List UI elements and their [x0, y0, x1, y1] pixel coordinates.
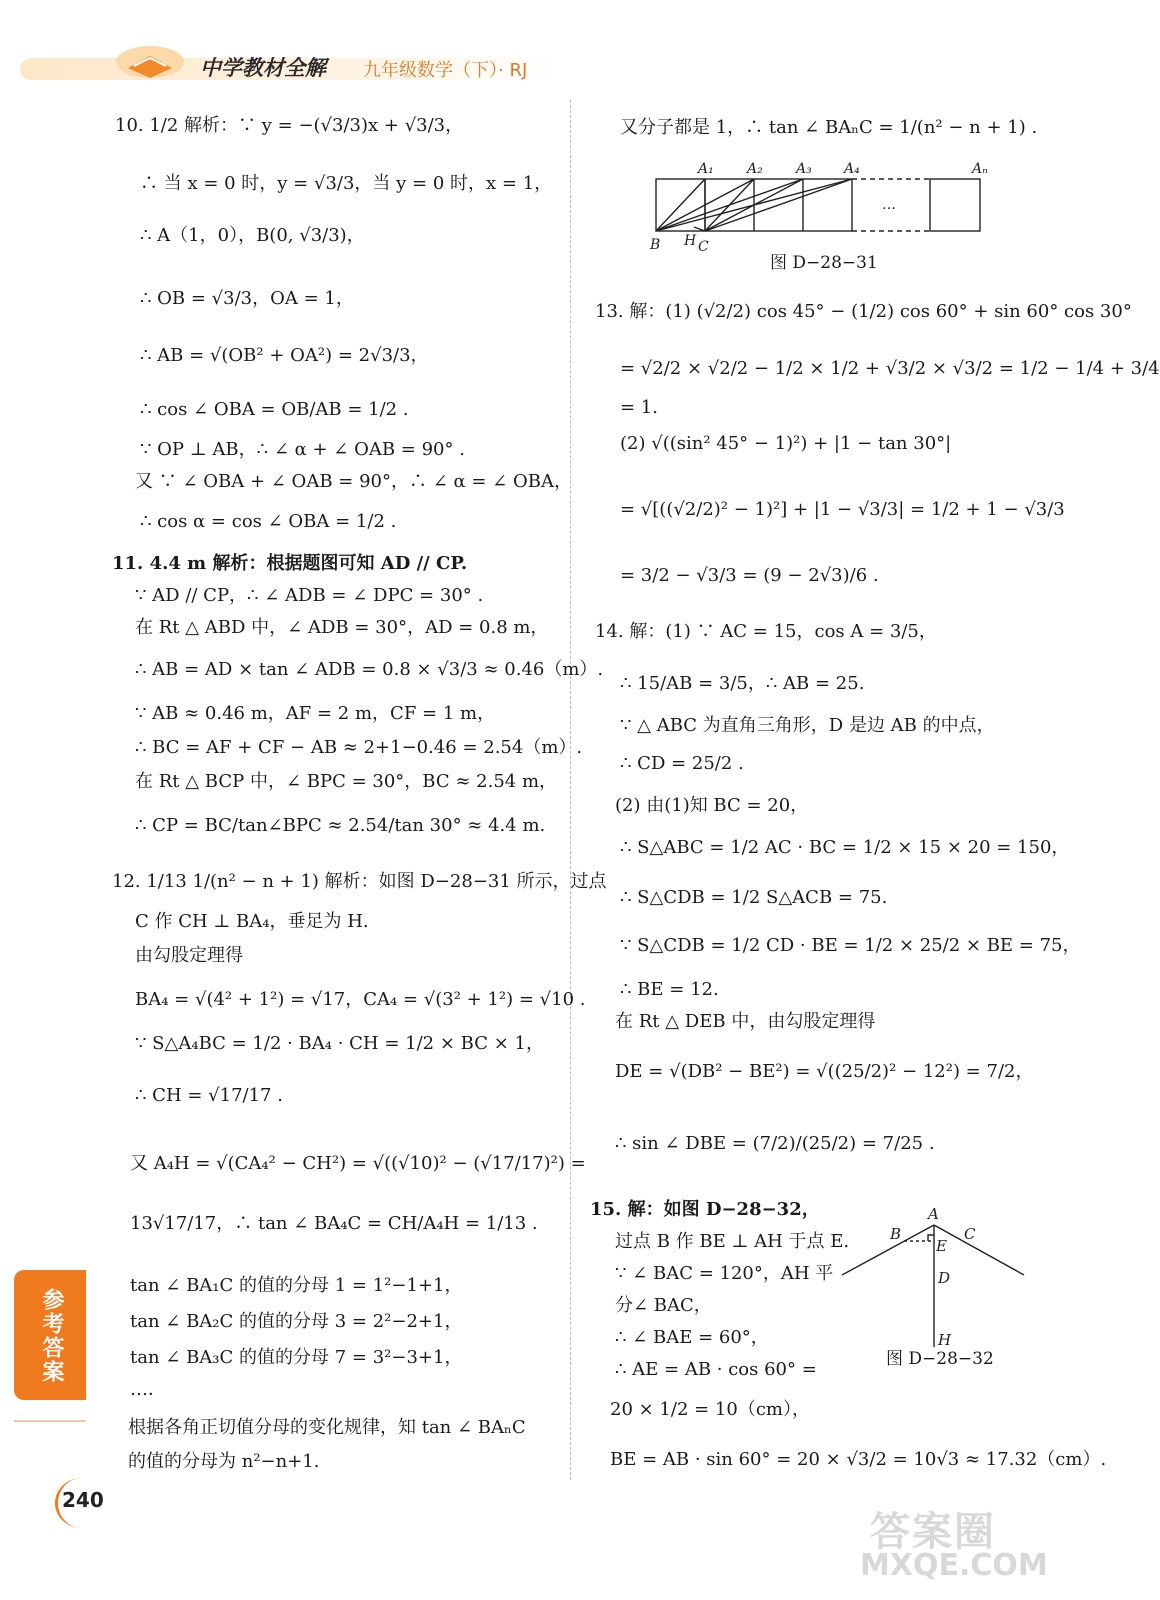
q10-line: ∴ A（1，0），B(0, √3/3)，	[140, 225, 365, 246]
q10-line: ∵ OP ⊥ AB，∴ ∠ α + ∠ OAB = 90° .	[140, 439, 465, 460]
label-b: B	[890, 1225, 902, 1243]
q14-line: 14. 解：(1) ∵ AC = 15，cos A = 3/5，	[595, 621, 937, 642]
figure-caption: 图 D−28−32	[886, 1349, 994, 1369]
book-title: 中学教材全解	[200, 56, 326, 80]
label-d: D	[938, 1269, 951, 1287]
q14-line: ∴ S△CDB = 1/2 S△ACB = 75.	[620, 887, 888, 908]
q14-line: 在 Rt △ DEB 中，由勾股定理得	[615, 1011, 876, 1032]
q13-line: = √[((√2/2)² − 1)²] + |1 − √3/3| = 1/2 + 1 − √3/3	[620, 499, 1065, 520]
label-c: C	[964, 1225, 976, 1243]
q12-line: tan ∠ BA₂C 的值的分母 3 = 2²−2+1，	[130, 1311, 463, 1332]
q13-line: = 3/2 − √3/3 = (9 − 2√3)/6 .	[620, 565, 879, 586]
q15-line: 20 × 1/2 = 10（cm），	[610, 1399, 810, 1420]
page-number: 240	[62, 1488, 104, 1512]
q12-line: tan ∠ BA₁C 的值的分母 1 = 1²−1+1，	[130, 1275, 463, 1296]
q12-line: …．	[130, 1379, 166, 1400]
q11-line: ∵ AD // CP，∴ ∠ ADB = ∠ DPC = 30° .	[135, 585, 484, 606]
label-a: A	[928, 1205, 939, 1223]
q12-line: ∴ CH = √17/17 .	[135, 1085, 283, 1106]
q11-line: 在 Rt △ BCP 中，∠ BPC = 30°，BC ≈ 2.54 m，	[135, 771, 558, 792]
q13-line: = √2/2 × √2/2 − 1/2 × 1/2 + √3/2 × √3/2 = 1/2 − 1/4 + 3/4	[620, 358, 1160, 379]
q15-line: ∵ ∠ BAC = 120°，AH 平	[615, 1263, 834, 1284]
label-c: C	[698, 239, 709, 255]
q11-line: ∴ BC = AF + CF − AB ≈ 2+1−0.46 = 2.54（m）.	[135, 737, 583, 758]
q13-line: (2) √((sin² 45° − 1)²) + |1 − tan 30°|	[620, 433, 952, 454]
q12-conclusion: 又分子都是 1，∴ tan ∠ BAₙC = 1/(n² − n + 1) .	[620, 117, 1038, 138]
q12-line: ∵ S△A₄BC = 1/2 · BA₄ · CH = 1/2 × BC × 1，	[135, 1033, 544, 1054]
right-column	[580, 105, 1160, 1485]
q14-line: ∴ BE = 12.	[620, 979, 719, 1000]
book-logo-icon	[110, 38, 190, 82]
q11-line: ∴ CP = BC/tan∠BPC ≈ 2.54/tan 30° ≈ 4.4 m.	[135, 815, 546, 836]
figure-caption: 图 D−28−31	[770, 253, 878, 273]
q11-line: 在 Rt △ ABD 中，∠ ADB = 30°，AD = 0.8 m，	[135, 617, 549, 638]
q15-line: ∴ AE = AB · cos 60° =	[615, 1359, 817, 1380]
label-h: H	[938, 1331, 952, 1349]
q12-line: BA₄ = √(4² + 1²) = √17，CA₄ = √(3² + 1²) = √10 .	[135, 989, 586, 1010]
answer-section-tab	[14, 1270, 86, 1400]
q14-line: ∴ 15/AB = 3/5，∴ AB = 25.	[620, 673, 865, 694]
sidebar-rule	[14, 1420, 86, 1422]
label-ellipsis: …	[882, 197, 896, 213]
q14-line: (2) 由(1)知 BC = 20，	[615, 795, 809, 816]
q14-line: ∵ S△CDB = 1/2 CD · BE = 1/2 × 25/2 × BE = 75，	[620, 935, 1081, 956]
label-an: Aₙ	[972, 161, 988, 177]
page-header	[20, 30, 560, 90]
watermark-url: MXQE.COM	[860, 1548, 1048, 1583]
q10-line: ∴ OB = √3/3，OA = 1，	[140, 288, 354, 309]
q10-line: 10. 1/2 解析：∵ y = −(√3/3)x + √3/3，	[115, 115, 464, 136]
q12-line: 的值的分母为 n²−n+1.	[128, 1451, 320, 1472]
q15-line: 15. 解：如图 D−28−32，	[590, 1199, 820, 1220]
q12-line: 根据各角正切值分母的变化规律，知 tan ∠ BAₙC	[128, 1417, 526, 1438]
q14-line: ∴ sin ∠ DBE = (7/2)/(25/2) = 7/25 .	[615, 1133, 935, 1154]
answer-section-label: 参考答案	[39, 1288, 64, 1384]
figure-d-28-32	[838, 1205, 1028, 1355]
label-a2: A₂	[747, 161, 763, 177]
q12-line: 13√17/17，∴ tan ∠ BA₄C = CH/A₄H = 1/13 .	[130, 1213, 538, 1234]
q10-line: 又 ∵ ∠ OBA + ∠ OAB = 90°，∴ ∠ α = ∠ OBA，	[135, 471, 572, 492]
q13-line: 13. 解：(1) (√2/2) cos 45° − (1/2) cos 60° + sin 60° cos 30°	[595, 301, 1132, 322]
q10-line: ∴ 当 x = 0 时，y = √3/3，当 y = 0 时，x = 1，	[140, 173, 553, 194]
q15-line: BE = AB · sin 60° = 20 × √3/2 = 10√3 ≈ 17.32（cm）.	[610, 1449, 1107, 1470]
q11-line: ∴ AB = AD × tan ∠ ADB = 0.8 × √3/3 ≈ 0.46（m）.	[135, 659, 604, 680]
q15-line: ∴ ∠ BAE = 60°，	[615, 1327, 769, 1348]
q12-line: C 作 CH ⊥ BA₄，垂足为 H.	[135, 911, 369, 932]
label-h: H	[684, 233, 697, 249]
q12-line: tan ∠ BA₃C 的值的分母 7 = 3²−3+1，	[130, 1347, 463, 1368]
q14-line: DE = √(DB² − BE²) = √((25/2)² − 12²) = 7/2，	[615, 1061, 1034, 1082]
q12-line: 又 A₄H = √(CA₄² − CH²) = √((√10)² − (√17/17)²) =	[130, 1153, 586, 1174]
q14-line: ∵ △ ABC 为直角三角形，D 是边 AB 的中点，	[620, 715, 995, 736]
q10-line: ∴ cos α = cos ∠ OBA = 1/2 .	[140, 511, 397, 532]
figure-d-28-31	[650, 161, 990, 257]
label-a1: A₁	[698, 161, 714, 177]
label-a3: A₃	[796, 161, 812, 177]
label-b: B	[650, 237, 661, 253]
book-subtitle: 九年级数学（下）· RJ	[363, 60, 528, 81]
column-divider	[570, 100, 571, 1480]
q11-line: 11. 4.4 m 解析：根据题图可知 AD // CP.	[112, 553, 468, 574]
q11-line: ∵ AB ≈ 0.46 m，AF = 2 m，CF = 1 m，	[135, 703, 496, 724]
watermark-text: 答案圈	[870, 1509, 996, 1555]
q12-line: 由勾股定理得	[135, 945, 243, 966]
q15-line: 分∠ BAC，	[615, 1295, 712, 1316]
q14-line: ∴ CD = 25/2 .	[620, 753, 744, 774]
q14-line: ∴ S△ABC = 1/2 AC · BC = 1/2 × 15 × 20 = 150，	[620, 837, 1070, 858]
q15-line: 过点 B 作 BE ⊥ AH 于点 E.	[615, 1231, 850, 1252]
label-e: E	[936, 1237, 947, 1255]
q13-line: = 1.	[620, 397, 658, 418]
q10-line: ∴ cos ∠ OBA = OB/AB = 1/2 .	[140, 399, 409, 420]
q10-line: ∴ AB = √(OB² + OA²) = 2√3/3，	[140, 345, 429, 366]
q12-line: 12. 1/13 1/(n² − n + 1) 解析：如图 D−28−31 所示，过点	[112, 871, 607, 892]
label-a4: A₄	[844, 161, 860, 177]
